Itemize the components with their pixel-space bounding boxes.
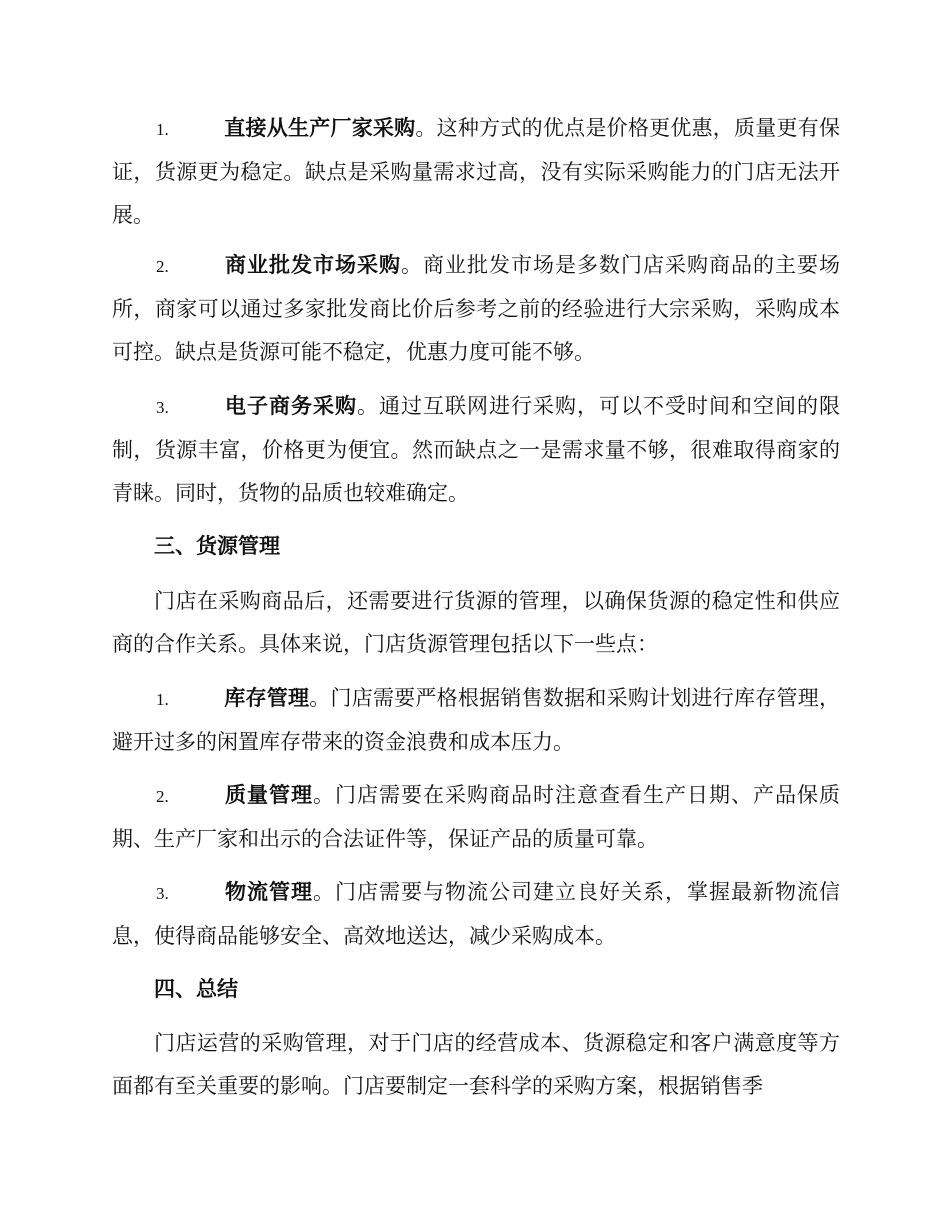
list-item-body: 。门店需要严格根据销售数据和采购计划进行库存管理，避开过多的闲置库存带来的资金浪费和成本压力。 (112, 686, 841, 754)
list-number: 1. (156, 690, 169, 709)
section-3-intro: 门店在采购商品后，还需要进行货源的管理，以确保货源的稳定性和供应商的合作关系。具体来说，门店货源管理包括以下一些点： (112, 589, 840, 656)
list-number: 3. (156, 884, 169, 903)
section-4-body: 门店运营的采购管理，对于门店的经营成本、货源稳定和客户满意度等方面都有至关重要的影响。门店要制定一套科学的采购方案，根据销售季 (112, 1031, 840, 1098)
list-item-title: 物流管理 (224, 879, 313, 904)
list-item-title: 商业批发市场采购 (224, 252, 401, 277)
list-number: 1. (156, 120, 169, 139)
list-item-body: 。通过互联网进行采购，可以不受时间和空间的限制，货源丰富，价格更为便宜。然而缺点之一是需求量不够，很难取得商家的青睐。同时，货物的品质也较难确定。 (112, 394, 840, 505)
list-item-purchase-3 (112, 384, 840, 515)
list-item-body: 。这种方式的优点是价格更优惠，质量更有保证，货源更为稳定。缺点是采购量需求过高，没有实际采购能力的门店无法开展。 (112, 116, 841, 227)
list-item-body: 。门店需要在采购商品时注意查看生产日期、产品保质期、生产厂家和出示的合法证件等，保证产品的质量可靠。 (112, 783, 840, 851)
list-number: 2. (156, 787, 169, 806)
list-item-title: 电子商务采购 (224, 393, 357, 418)
list-item-supply-1 (112, 676, 840, 764)
list-item-title: 直接从生产厂家采购 (224, 115, 416, 140)
list-number: 3. (156, 398, 169, 417)
list-item-supply-3 (112, 870, 840, 958)
list-item-purchase-2 (112, 243, 840, 374)
list-item-purchase-1 (112, 106, 840, 237)
list-item-title: 库存管理 (224, 685, 310, 710)
list-number: 2. (156, 257, 169, 276)
list-item-body: 。商业批发市场是多数门店采购商品的主要场所，商家可以通过多家批发商比价后参考之前的经验进行大宗采购，采购成本可控。缺点是货源可能不稳定，优惠力度可能不够。 (112, 253, 840, 364)
list-item-body: 。门店需要与物流公司建立良好关系，掌握最新物流信息，使得商品能够安全、高效地送达，减少采购成本。 (112, 880, 840, 948)
list-item-supply-2 (112, 773, 840, 861)
section-heading-4: 四、总结 (154, 976, 238, 1001)
section-heading-3: 三、货源管理 (154, 533, 280, 558)
list-item-title: 质量管理 (224, 782, 313, 807)
